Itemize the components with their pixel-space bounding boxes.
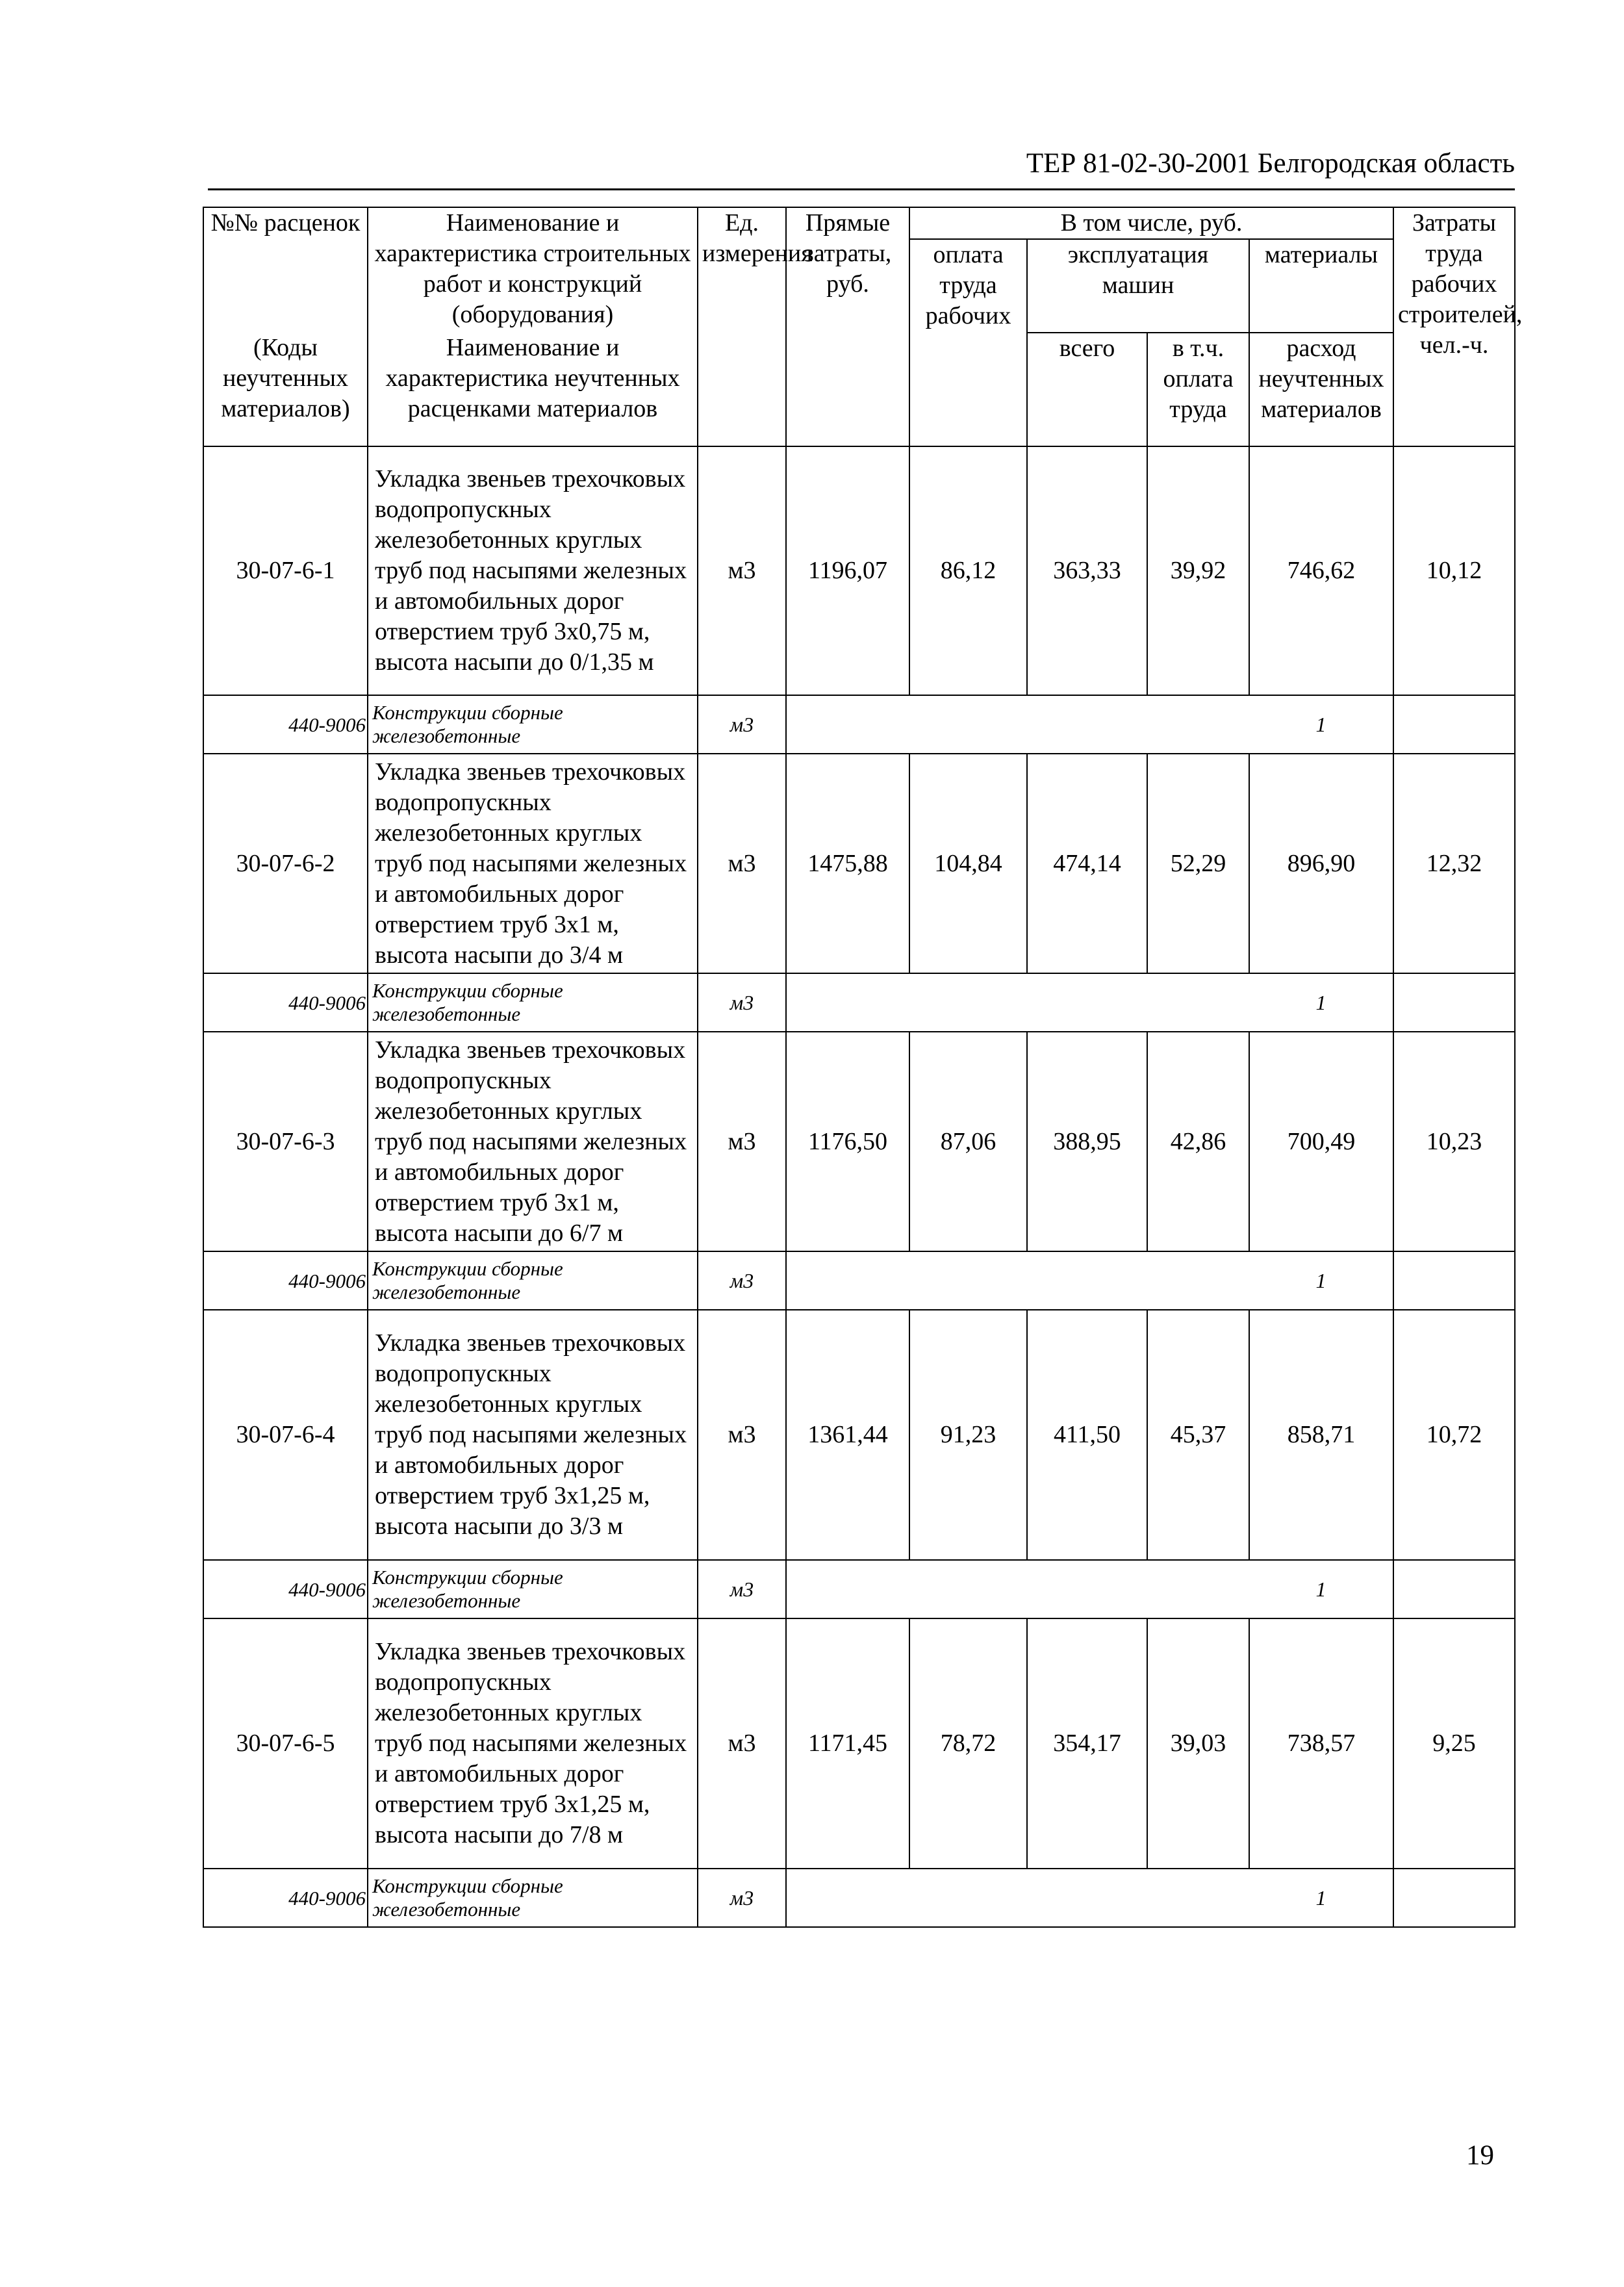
rate-direct-cost: 1176,50	[786, 1032, 909, 1251]
header-labor: Затраты труда рабочих строителей, чел.-ч.	[1393, 207, 1515, 446]
header-materials: материалы	[1249, 239, 1393, 333]
rate-labor-pay: 86,12	[909, 446, 1027, 695]
rate-machines-total: 474,14	[1027, 754, 1147, 973]
rate-name: Укладка звеньев трехочковых водопропускных железобетонных круглых труб под насыпями железных и автомобильных дорог отверстием труб 3х1 м, высота насыпи до 6/7 м	[368, 1032, 698, 1251]
rate-labor: 12,32	[1393, 754, 1515, 973]
rate-materials: 746,62	[1249, 446, 1393, 695]
material-name: Конструкции сборные железобетонные	[368, 1251, 698, 1310]
material-row	[203, 1251, 1515, 1310]
rate-name: Укладка звеньев трехочковых водопропускных железобетонных круглых труб под насыпями железных и автомобильных дорог отверстием труб 3х1 м, высота насыпи до 3/4 м	[368, 754, 698, 973]
table-row	[203, 1618, 1515, 1869]
rate-code: 30-07-6-1	[203, 446, 368, 695]
material-qty: 1	[1249, 1869, 1393, 1927]
rate-materials: 738,57	[1249, 1618, 1393, 1869]
rate-direct-cost: 1361,44	[786, 1310, 909, 1560]
material-unit: м3	[698, 1251, 786, 1310]
material-name: Конструкции сборные железобетонные	[368, 1869, 698, 1927]
rate-direct-cost: 1196,07	[786, 446, 909, 695]
material-unit: м3	[698, 1869, 786, 1927]
rate-machines-total: 388,95	[1027, 1032, 1147, 1251]
rate-code: 30-07-6-4	[203, 1310, 368, 1560]
material-unit: м3	[698, 973, 786, 1032]
rate-machines-pay: 39,03	[1147, 1618, 1249, 1869]
material-qty: 1	[1249, 1560, 1393, 1618]
rate-unit: м3	[698, 1618, 786, 1869]
header-name-sub: Наименование и характеристика неучтенных расценками материалов	[368, 333, 698, 446]
header-included: В том числе, руб.	[909, 207, 1393, 239]
header-direct: Прямые затраты, руб.	[786, 207, 909, 446]
header-labor-pay: оплата труда рабочих	[909, 239, 1027, 446]
material-unit: м3	[698, 695, 786, 754]
material-name: Конструкции сборные железобетонные	[368, 1560, 698, 1618]
rate-unit: м3	[698, 1032, 786, 1251]
rate-machines-total: 363,33	[1027, 446, 1147, 695]
rate-name: Укладка звеньев трехочковых водопропускных железобетонных круглых труб под насыпями железных и автомобильных дорог отверстием труб 3х1,25 м, высота насыпи до 3/3 м	[368, 1310, 698, 1560]
rate-name: Укладка звеньев трехочковых водопропускных железобетонных круглых труб под насыпями железных и автомобильных дорог отверстием труб 3х0,75 м, высота насыпи до 0/1,35 м	[368, 446, 698, 695]
rate-unit: м3	[698, 446, 786, 695]
material-code: 440-9006	[203, 1251, 368, 1310]
material-row	[203, 695, 1515, 754]
rate-name: Укладка звеньев трехочковых водопропускных железобетонных круглых труб под насыпями железных и автомобильных дорог отверстием труб 3х1,25 м, высота насыпи до 7/8 м	[368, 1618, 698, 1869]
rate-materials: 700,49	[1249, 1032, 1393, 1251]
material-code: 440-9006	[203, 1560, 368, 1618]
rate-code: 30-07-6-3	[203, 1032, 368, 1251]
rate-machines-pay: 42,86	[1147, 1032, 1249, 1251]
rate-machines-pay: 45,37	[1147, 1310, 1249, 1560]
page-number: 19	[1466, 2140, 1494, 2171]
rate-direct-cost: 1475,88	[786, 754, 909, 973]
material-qty: 1	[1249, 1251, 1393, 1310]
rate-direct-cost: 1171,45	[786, 1618, 909, 1869]
material-qty: 1	[1249, 695, 1393, 754]
rate-labor: 10,12	[1393, 446, 1515, 695]
rate-materials: 896,90	[1249, 754, 1393, 973]
material-code: 440-9006	[203, 973, 368, 1032]
material-row	[203, 1869, 1515, 1927]
rate-code: 30-07-6-2	[203, 754, 368, 973]
table-row	[203, 1032, 1515, 1251]
rate-machines-total: 411,50	[1027, 1310, 1147, 1560]
header-machines: эксплуатация машин	[1027, 239, 1249, 333]
rate-code: 30-07-6-5	[203, 1618, 368, 1869]
header-mach-total: всего	[1027, 333, 1147, 446]
rate-labor: 10,23	[1393, 1032, 1515, 1251]
material-row	[203, 973, 1515, 1032]
rate-materials: 858,71	[1249, 1310, 1393, 1560]
rate-machines-pay: 39,92	[1147, 446, 1249, 695]
rate-labor-pay: 104,84	[909, 754, 1027, 973]
rate-labor-pay: 91,23	[909, 1310, 1027, 1560]
rate-labor-pay: 78,72	[909, 1618, 1027, 1869]
header-mat-usage: расход неучтенных материалов	[1249, 333, 1393, 446]
header-row	[203, 207, 1515, 239]
material-name: Конструкции сборные железобетонные	[368, 695, 698, 754]
rate-labor-pay: 87,06	[909, 1032, 1027, 1251]
header-code: №№ расценок	[203, 207, 368, 333]
rates-table	[203, 207, 1523, 1928]
header-name: Наименование и характеристика строительных работ и конструкций (оборудования)	[368, 207, 698, 333]
rate-machines-total: 354,17	[1027, 1618, 1147, 1869]
rate-labor: 9,25	[1393, 1618, 1515, 1869]
table-row	[203, 754, 1515, 973]
rate-machines-pay: 52,29	[1147, 754, 1249, 973]
material-qty: 1	[1249, 973, 1393, 1032]
header-code-sub: (Коды неучтенных материалов)	[203, 333, 368, 446]
document-header: ТЕР 81-02-30-2001 Белгородская область	[1026, 148, 1515, 179]
rate-unit: м3	[698, 754, 786, 973]
table-row	[203, 1310, 1515, 1560]
header-unit: Ед. измерения	[698, 207, 786, 446]
material-code: 440-9006	[203, 695, 368, 754]
material-row	[203, 1560, 1515, 1618]
rate-unit: м3	[698, 1310, 786, 1560]
rate-labor: 10,72	[1393, 1310, 1515, 1560]
material-code: 440-9006	[203, 1869, 368, 1927]
table-row	[203, 446, 1515, 695]
header-mach-pay: в т.ч. оплата труда	[1147, 333, 1249, 446]
header-rule	[208, 188, 1515, 190]
material-unit: м3	[698, 1560, 786, 1618]
material-name: Конструкции сборные железобетонные	[368, 973, 698, 1032]
